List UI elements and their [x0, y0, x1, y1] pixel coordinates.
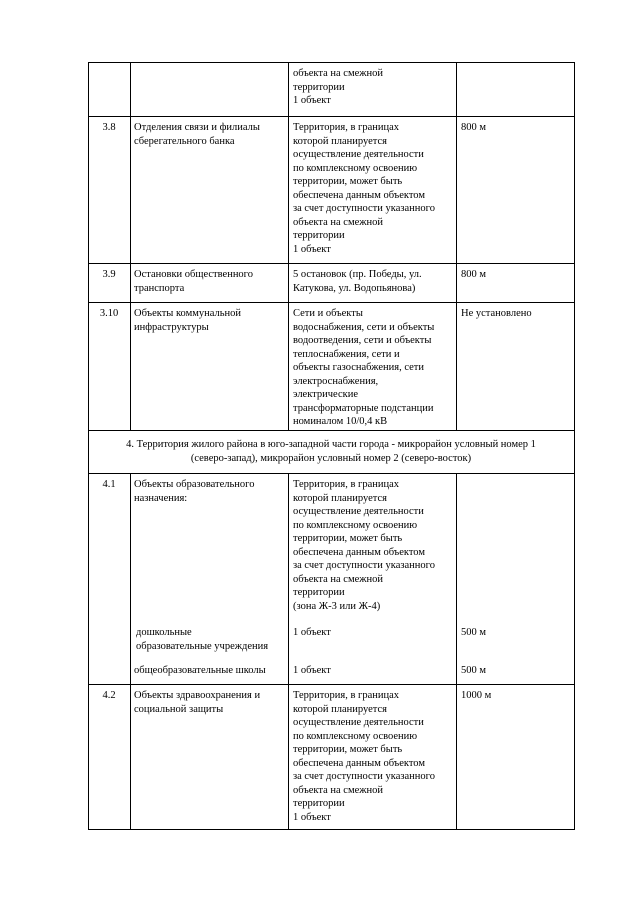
- row-divider: [88, 263, 574, 264]
- sub-item-distance: 500 м: [461, 665, 487, 676]
- row-description: 5 остановок (пр. Победы, ул. Катукова, ул. Водопьянова): [293, 269, 422, 294]
- column-divider: [456, 62, 457, 430]
- table-top-border: [88, 62, 574, 63]
- row-distance: 1000 м: [461, 690, 492, 701]
- row-number: 3.8: [102, 122, 116, 133]
- row-divider: [88, 302, 574, 303]
- row-description: объекта на смежной территории 1 объект: [293, 68, 383, 106]
- sub-item-name: общеобразовательные школы: [134, 665, 266, 676]
- row-description: Территория, в границах которой планируется осуществление деятельности по комплексному освоению территории, может быть обеспечена данным объектом за счет доступности указанного объекта на смежной территории (зона Ж-3 или Ж-4): [293, 479, 435, 612]
- column-divider: [288, 62, 289, 430]
- column-divider: [456, 473, 457, 829]
- row-number: 3.9: [102, 269, 116, 280]
- row-distance: 800 м: [461, 122, 487, 133]
- sub-item-name: дошкольные образовательные учреждения: [136, 627, 269, 652]
- row-name: Объекты здравоохранения и социальной защиты: [134, 690, 261, 715]
- row-number: 4.1: [102, 479, 116, 490]
- row-name: Отделения связи и филиалы сберегательного банка: [134, 122, 260, 147]
- row-distance: 800 м: [461, 269, 487, 280]
- row-name: Объекты коммунальной инфраструктуры: [134, 308, 242, 333]
- row-distance: Не установлено: [461, 308, 532, 319]
- row-name: Остановки общественного транспорта: [134, 269, 253, 294]
- row-number: 3.10: [99, 308, 119, 319]
- table-right-border: [574, 62, 575, 830]
- row-divider: [88, 116, 574, 117]
- row-description: Территория, в границах которой планируется осуществление деятельности по комплексному освоению территории, может быть обеспечена данным объектом за счет доступности указанного объекта на смежной территории 1 объект: [293, 690, 435, 823]
- row-divider: [88, 430, 574, 431]
- table-left-border: [88, 62, 89, 830]
- row-description: Территория, в границах которой планируется осуществление деятельности по комплексному освоению территории, может быть обеспечена данным объектом за счет доступности указанного объекта на смежной территории 1 объект: [293, 122, 435, 255]
- sub-item-count: 1 объект: [293, 627, 331, 638]
- sub-item-distance: 500 м: [461, 627, 487, 638]
- row-description: Сети и объекты водоснабжения, сети и объекты водоотведения, сети и объекты теплоснабжения, сети и объекты газоснабжения, сети электроснабжения, электрические трансформаторные подстанции номиналом 10/0,4 кВ: [293, 308, 435, 427]
- column-divider: [288, 473, 289, 829]
- column-divider: [130, 473, 131, 829]
- row-divider: [88, 473, 574, 474]
- row-number: 4.2: [102, 690, 116, 701]
- row-divider: [88, 684, 574, 685]
- row-name: Объекты образовательного назначения:: [134, 479, 255, 504]
- sub-item-count: 1 объект: [293, 665, 331, 676]
- column-divider: [130, 62, 131, 430]
- table-bottom-border: [88, 829, 574, 830]
- section-heading: 4. Территория жилого района в юго-западной части города - микрорайон условный номер 1 (северо-запад), микрорайон условный номер 2 (северо-восток): [126, 439, 536, 464]
